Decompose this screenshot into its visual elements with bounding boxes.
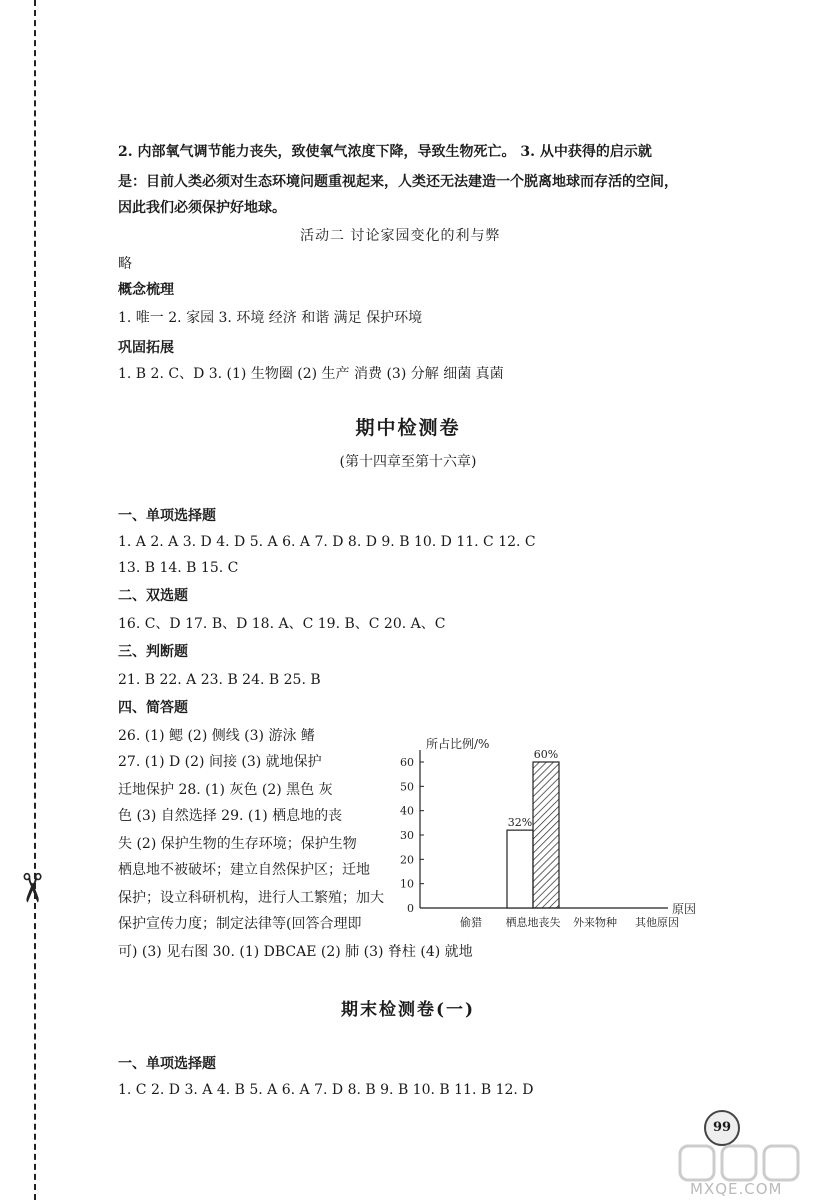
watermark-text: MXQE.COM (690, 1180, 783, 1198)
chart-y-tick-label: 0 (407, 902, 414, 915)
chart-category-label: 外来物种 (573, 916, 617, 929)
chart-x-axis-label: 原因 (672, 902, 697, 916)
chart-y-axis-label: 所占比例/% (426, 737, 490, 751)
final-section-1-line-1: 1. C 2. D 3. A 4. B 5. A 6. A 7. D 8. B 9. B 10. B 11. B 12. D (118, 1082, 534, 1098)
midterm-section-4-line-6: 栖息地不被破坏；建立自然保护区；迁地 (118, 862, 370, 878)
chart-bar-label: 32% (507, 816, 533, 830)
chart-y-tick-label: 40 (400, 804, 414, 818)
final-exam-title: 期末检测卷(一) (340, 1000, 476, 1020)
final-section-1-heading: 一、单项选择题 (118, 1056, 216, 1072)
midterm-section-4-line-8: 保护宣传力度；制定法律等(回答合理即 (118, 916, 362, 932)
chart-bar-label: 60% (533, 748, 559, 761)
midterm-section-4-heading: 四、简答题 (118, 700, 188, 716)
midterm-section-3-line-1: 21. B 22. A 23. B 24. B 25. B (118, 672, 321, 688)
midterm-section-4-line-4: 色 (3) 自然选择 29. (1) 栖息地的丧 (118, 808, 343, 824)
midterm-section-4-line-2: 27. (1) D (2) 间接 (3) 就地保护 (118, 754, 322, 770)
midterm-section-1-line-1: 1. A 2. A 3. D 4. D 5. A 6. A 7. D 8. D 9. B 10. D 11. C 12. C (118, 534, 536, 550)
midterm-section-4-line-3: 迁地保护 28. (1) 灰色 (2) 黑色 灰 (118, 782, 333, 798)
midterm-section-4-line-1: 26. (1) 鳃 (2) 侧线 (3) 游泳 鳍 (118, 728, 315, 744)
chart-y-tick-label: 60 (400, 756, 414, 769)
habitat-loss-bar-chart (380, 730, 716, 940)
scissors-icon: ✂ (7, 871, 54, 905)
midterm-section-4-line-9: 可) (3) 见右图 30. (1) DBCAE (2) 肺 (3) 脊柱 (4) 就地 (118, 944, 473, 960)
page-number-badge: 99 (704, 1110, 740, 1146)
midterm-section-1-heading: 一、单项选择题 (118, 508, 216, 524)
midterm-section-1-line-2: 13. B 14. B 15. C (118, 560, 239, 576)
activity-two-answer: 略 (118, 256, 132, 272)
midterm-section-3-heading: 三、判断题 (118, 644, 188, 660)
midterm-section-2-heading: 二、双选题 (118, 588, 188, 604)
concept-heading: 概念梳理 (118, 282, 174, 298)
midterm-section-4-line-5: 失 (2) 保护生物的生存环境；保护生物 (118, 836, 357, 852)
midterm-section-4-line-7: 保护；设立科研机构，进行人工繁殖；加大 (118, 890, 384, 906)
midterm-subtitle: (第十四章至第十六章) (339, 454, 477, 470)
chart-y-tick-label: 50 (400, 780, 414, 794)
activity-two-title: 活动二 讨论家园变化的利与弊 (300, 228, 501, 244)
concept-answer: 1. 唯一 2. 家园 3. 环境 经济 和谐 满足 保护环境 (118, 310, 423, 326)
cut-line (34, 0, 36, 1200)
expand-heading: 巩固拓展 (118, 340, 174, 356)
chart-category-label: 其他原因 (635, 916, 679, 929)
intro-line-3: 因此我们必须保护好地球。 (118, 200, 286, 216)
intro-line-1: 2. 内部氧气调节能力丧失，致使氧气浓度下降，导致生物死亡。 3. 从中获得的启示就 (118, 144, 652, 160)
expand-answer: 1. B 2. C、D 3. (1) 生物圈 (2) 生产 消费 (3) 分解 细菌 真菌 (118, 366, 504, 382)
intro-line-2: 是：目前人类必须对生态环境问题重视起来，人类还无法建造一个脱离地球而存活的空间， (118, 174, 678, 190)
midterm-title: 期中检测卷 (355, 417, 461, 439)
chart-y-tick-label: 30 (400, 829, 414, 842)
chart-bar (507, 830, 533, 908)
midterm-section-2-line-1: 16. C、D 17. B、D 18. A、C 19. B、C 20. A、C (118, 616, 446, 632)
chart-category-label: 栖息地丧失 (505, 916, 561, 929)
chart-y-tick-label: 10 (400, 877, 414, 891)
chart-y-tick-label: 20 (400, 853, 414, 867)
chart-bar (533, 762, 559, 908)
chart-category-label: 偷猎 (460, 916, 482, 929)
